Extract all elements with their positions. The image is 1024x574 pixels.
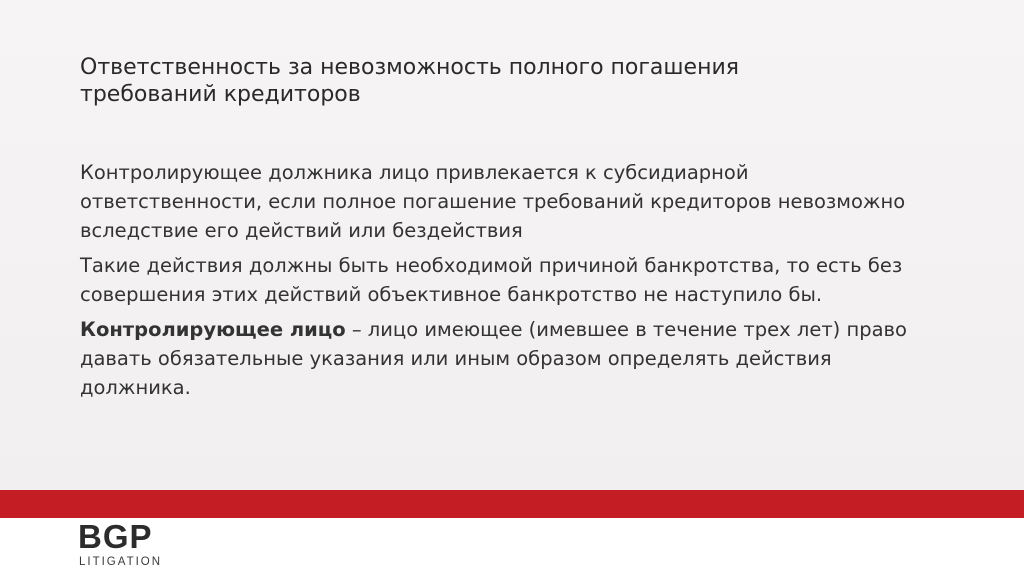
paragraph-1-line1: Контролирующее должника лицо привлекается к субсидиарной	[80, 161, 749, 184]
logo-sub-text: LITIGATION	[79, 556, 163, 568]
paragraph-2	[80, 251, 970, 309]
paragraph-3-line1	[80, 315, 970, 344]
bgp-litigation-logo	[78, 518, 198, 574]
defined-term: Контролирующее лицо	[80, 318, 346, 341]
footer-red-band	[0, 490, 1024, 518]
paragraph-1	[80, 158, 970, 245]
paragraph-3-line1-rest: – лицо имеющее (имевшее в течение трех лет) право	[345, 318, 907, 341]
logo-main-text: BGP	[78, 518, 153, 555]
paragraph-1-line2: ответственности, если полное погашение требований кредиторов невозможно	[80, 190, 906, 213]
paragraph-2-line1: Такие действия должны быть необходимой причиной банкротства, то есть без	[80, 254, 903, 277]
paragraph-2-line2: совершения этих действий объективное банкротство не наступило бы.	[80, 283, 823, 306]
paragraph-3	[80, 315, 970, 402]
slide-title-line2: требований кредиторов	[80, 82, 361, 107]
slide-title	[80, 54, 980, 108]
paragraph-3-line3: должника.	[80, 376, 191, 399]
paragraph-3-line2: давать обязательные указания или иным образом определять действия	[80, 347, 832, 370]
paragraph-1-line3: вследствие его действий или бездействия	[80, 219, 523, 242]
slide-title-line1: Ответственность за невозможность полного погашения	[80, 55, 739, 80]
